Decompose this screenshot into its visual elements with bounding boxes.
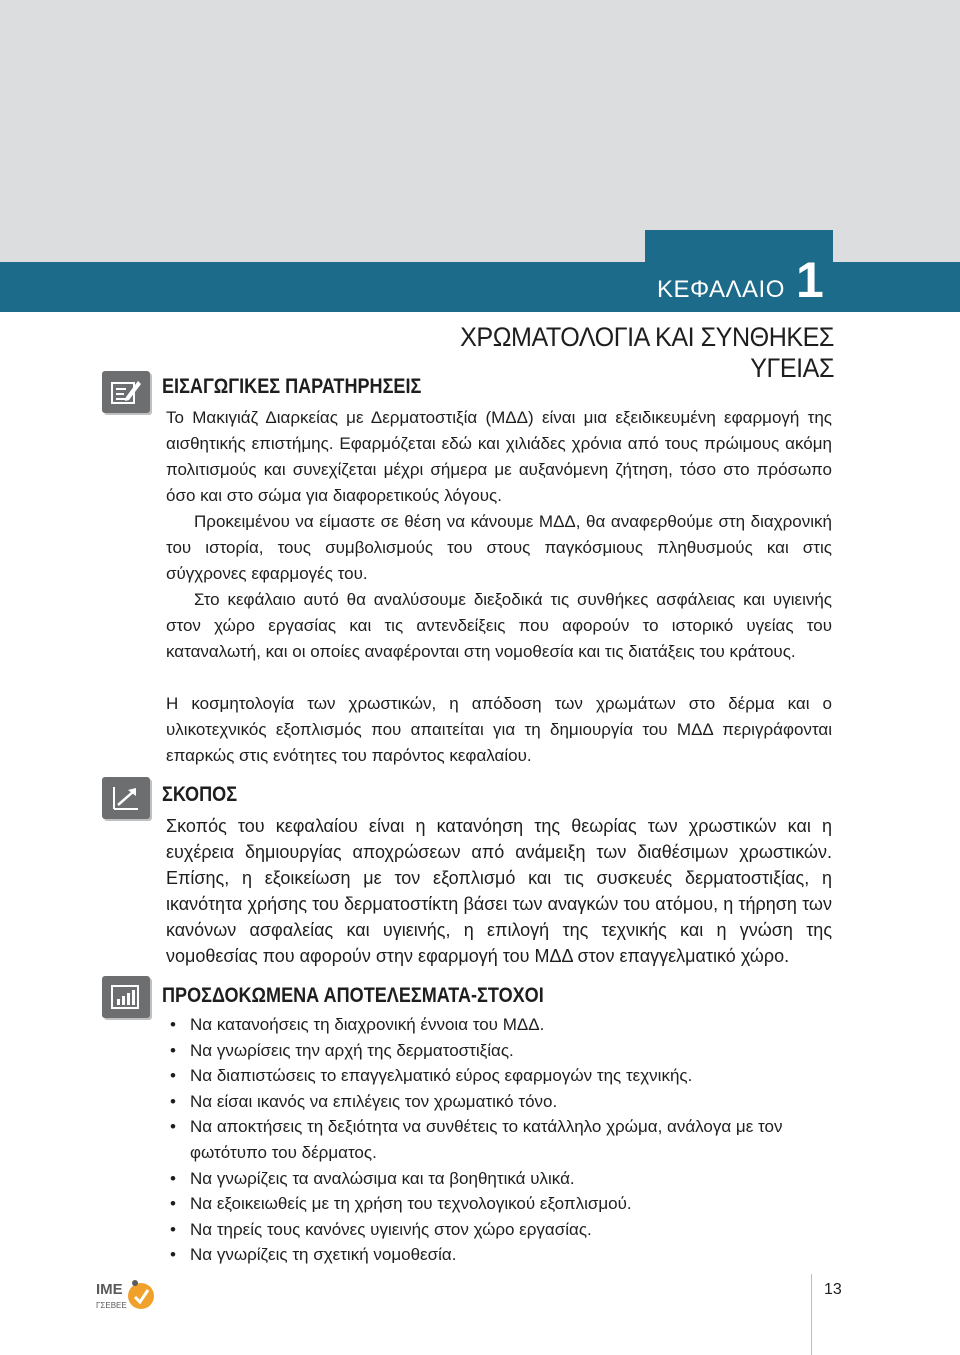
list-item: • Να είσαι ικανός να επιλέγεις τον χρωματικό τόνο. [166, 1089, 832, 1115]
bar-chart-icon [102, 976, 150, 1018]
chapter-label: ΚΕΦΑΛΑΙΟ [657, 276, 785, 303]
trend-arrow-icon [102, 777, 150, 819]
intro-paragraph-1: Το Μακιγιάζ Διαρκείας με Δερματοστιξία (ΜΔΔ) είναι μια εξειδικευμένη εφαρμογή της αισθητικής επιστήμης. Εφαρμόζεται εδώ και χιλιάδες χρόνια από τους πρώιμους ακόμη πολιτισμούς και συνεχίζεται μέχρι σήμερα με αυξανόμενη ζήτηση, τόσο στο πρόσωπο όσο και στο σώμα για διαφορετικούς λόγους. [166, 408, 832, 505]
page-number: 13 [824, 1281, 842, 1298]
chapter-number: 1 [796, 252, 824, 308]
intro-paragraph-3: Στο κεφάλαιο αυτό θα αναλύσουμε διεξοδικά τις συνθήκες ασφάλειας και υγιεινής στον χώρο εργασίας και τις αντενδείξεις που αφορούν το ιστορικό υγείας του καταναλωτή, και οι οποίες αναφέρονται στη νομοθεσία και τις διατάξεις του κράτους. [166, 590, 832, 661]
intro-heading: ΕΙΣΑΓΩΓΙΚΕΣ ΠΑΡΑΤΗΡΗΣΕΙΣ [162, 375, 422, 398]
intro-paragraph-2: Προκειμένου να είμαστε σε θέση να κάνουμε ΜΔΔ, θα αναφερθούμε στη διαχρονική του ιστορία, τους συμβολισμούς του στους παγκόσμιους πληθυσμούς και στις σύγχρονες εφαρμογές του. [166, 512, 832, 583]
bullet-icon: • [170, 1066, 176, 1086]
publisher-logo [96, 1277, 160, 1321]
list-item: • Να τηρείς τους κανόνες υγιεινής στον χώρο εργασίας. [166, 1217, 832, 1243]
list-item: • Να κατανοήσεις τη διαχρονική έννοια του ΜΔΔ. [166, 1012, 832, 1038]
pen-writing-icon [102, 371, 150, 413]
goals-heading: ΠΡΟΣΔΟΚΩΜΕΝΑ ΑΠΟΤΕΛΕΣΜΑΤΑ-ΣΤΟΧΟΙ [162, 984, 544, 1007]
bullet-icon: • [170, 1245, 176, 1265]
bullet-icon: • [170, 1117, 176, 1137]
bullet-icon: • [170, 1091, 176, 1111]
list-item: • Να διαπιστώσεις το επαγγελματικό εύρος εφαρμογών της τεχνικής. [166, 1063, 832, 1089]
list-item: • Να γνωρίζεις τα αναλώσιμα και τα βοηθητικά υλικά. [166, 1166, 832, 1192]
logo-subtitle: ΓΣΕΒΕΕ [96, 1301, 127, 1310]
intro-paragraph-4: Η κοσμητολογία των χρωστικών, η απόδοση των χρωμάτων στο δέρμα και ο υλικοτεχνικός εξοπλισμός που απαιτείται για τη δημιουργία του ΜΔΔ περιγράφονται επαρκώς στις ενότητες του παρόντος κεφαλαίου. [166, 694, 832, 765]
bullet-icon: • [170, 1015, 176, 1034]
logo-text: ΙΜΕ [96, 1281, 123, 1298]
list-item: • Να αποκτήσεις τη δεξιότητα να συνθέτεις το κατάλληλο χρώμα, ανάλογα με τον φωτότυπο του δέρματος. [166, 1114, 832, 1165]
goals-list [166, 1012, 832, 1268]
scope-heading: ΣΚΟΠΟΣ [162, 783, 238, 806]
bullet-icon: • [170, 1168, 176, 1188]
header-gray-area [0, 0, 960, 262]
list-item: • Να εξοικειωθείς με τη χρήση του τεχνολογικού εξοπλισμού. [166, 1191, 832, 1217]
bullet-icon: • [170, 1040, 176, 1060]
bullet-icon: • [170, 1219, 176, 1239]
bullet-icon: • [170, 1194, 176, 1214]
chapter-title: ΧΡΩΜΑΤΟΛΟΓΙΑ ΚΑΙ ΣΥΝΘΗΚΕΣ ΥΓΕΙΑΣ [460, 322, 834, 383]
scope-paragraph: Σκοπός του κεφαλαίου είναι η κατανόηση της θεωρίας των χρωστικών και η ευχέρεια δημιουργίας αποχρώσεων από ανάμειξη των διαθέσιμων χρωστικών. Επίσης, η εξοικείωση με τον εξοπλισμό και τις συσκευές δερματοστιξίας, η ικανότητα χρήσης του δερματοστίκτη βάσει των αναγκών του ατόμου, η τήρηση των κανόνων ασφαλείας και υγιεινής, η επιλογή της τεχνικής και η γνώση της νομοθεσίας που αφορούν στην εφαρμογή του ΜΔΔ στον επαγγελματικό χώρο. [166, 816, 832, 966]
list-item: • Να γνωρίσεις την αρχή της δερματοστιξίας. [166, 1038, 832, 1064]
logo-mark-icon [126, 1277, 156, 1311]
page-number-rule [811, 1274, 812, 1355]
list-item: • Να γνωρίζεις τη σχετική νομοθεσία. [166, 1242, 832, 1268]
